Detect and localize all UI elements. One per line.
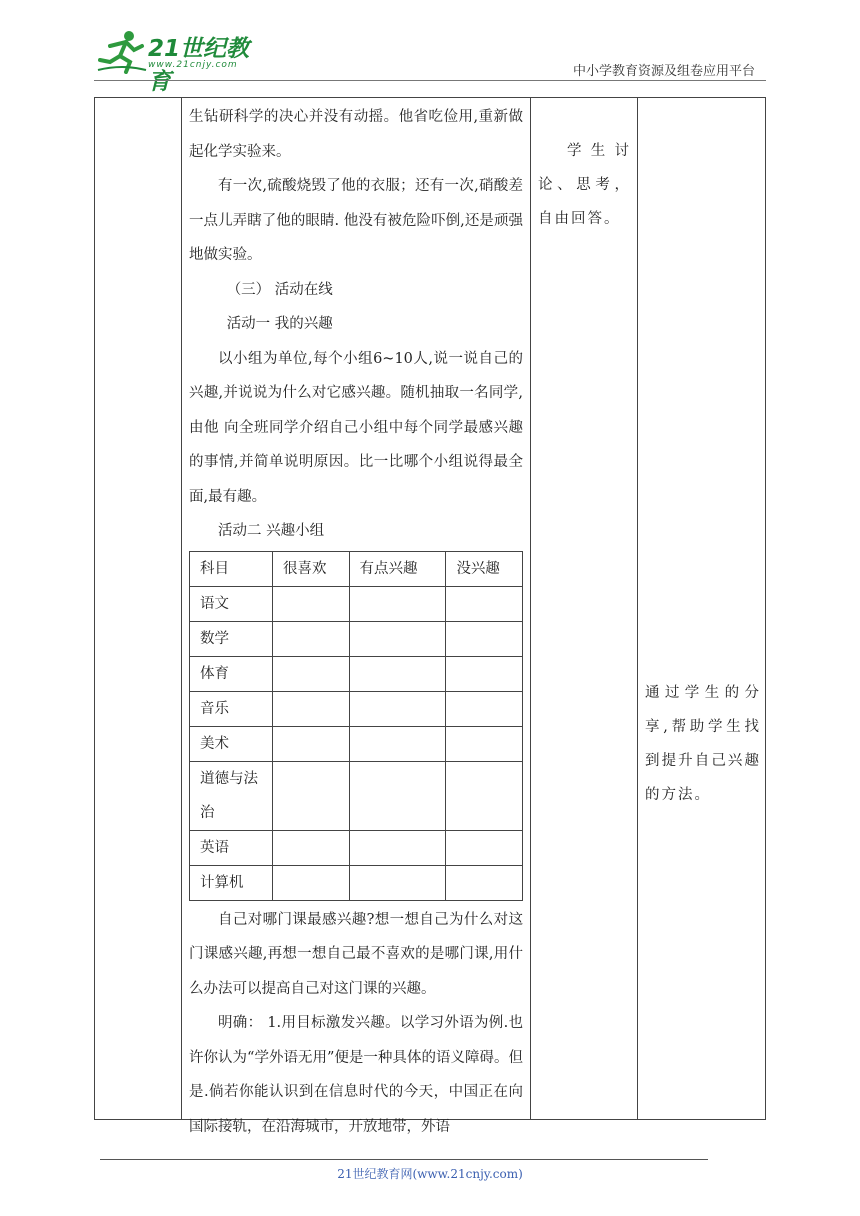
table-header: 有点兴趣	[349, 551, 446, 586]
table-cell	[273, 691, 350, 726]
table-cell	[349, 656, 446, 691]
site-logo[interactable]	[96, 28, 266, 95]
paragraph: 有一次,硫酸烧毁了他的衣服；还有一次,硝酸差一点儿弄瞎了他的眼睛. 他没有被危险吓倒,还是顽强地做实验。	[189, 178, 523, 263]
paragraph: 明确： 1.用目标激发兴趣。以学习外语为例.也许你认为“学外语无用”便是一种具体的语义障碍。但是.倘若你能认识到在信息时代的今天，中国正在向国际接轨，在沿海城市，开放地带，外语	[189, 1015, 523, 1135]
table-header: 科目	[190, 551, 273, 586]
table-cell	[273, 761, 350, 830]
table-cell	[446, 656, 523, 691]
platform-title: 中小学教育资源及组卷应用平台	[572, 64, 755, 79]
footer-link[interactable]: 21世纪教育网(www.21cnjy.com)	[337, 1167, 523, 1181]
design-purpose-text: 通过学生的分享,帮助学生找到提升自己兴趣的方法。	[645, 685, 761, 803]
subject-cell: 音乐	[190, 691, 273, 726]
table-cell	[349, 865, 446, 900]
subject-cell: 计算机	[190, 865, 273, 900]
column-divider	[181, 97, 182, 1120]
table-cell	[273, 726, 350, 761]
table-row	[190, 761, 523, 830]
table-cell	[446, 621, 523, 656]
table-header-row	[190, 551, 523, 586]
paragraph: 生钻研科学的决心并没有动摇。他省吃俭用,重新做起化学实验来。	[189, 109, 523, 160]
footer-divider	[100, 1159, 708, 1160]
student-activity	[538, 134, 631, 236]
design-purpose	[645, 676, 761, 812]
header-divider	[94, 80, 766, 81]
table-cell	[349, 761, 446, 830]
subject-cell: 数学	[190, 621, 273, 656]
table-cell	[349, 726, 446, 761]
table-row	[190, 691, 523, 726]
subject-cell: 体育	[190, 656, 273, 691]
table-row	[190, 621, 523, 656]
subject-cell: 英语	[190, 830, 273, 865]
table-cell	[446, 691, 523, 726]
subject-cell: 道德与法治	[190, 761, 273, 830]
logo-text: 21世纪教育	[148, 36, 250, 95]
logo-url: www.21cnjy.com	[148, 60, 238, 70]
table-cell	[446, 586, 523, 621]
runner-logo-icon	[96, 28, 148, 74]
table-row	[190, 865, 523, 900]
table-cell	[349, 621, 446, 656]
table-row	[190, 830, 523, 865]
subject-cell: 美术	[190, 726, 273, 761]
table-cell	[349, 586, 446, 621]
interest-table	[189, 551, 523, 901]
paragraph: 以小组为单位,每个小组6~10人,说一说自己的兴趣,并说说为什么对它感兴趣。随机抽取一名同学,由他 向全班同学介绍自己小组中每个同学最感兴趣的事情,并简单说明原因。比一比哪个小组说得最全面,最有趣。	[189, 350, 523, 505]
table-cell	[446, 726, 523, 761]
subject-cell: 语文	[190, 586, 273, 621]
table-cell	[273, 865, 350, 900]
table-header: 没兴趣	[446, 551, 523, 586]
column-divider	[637, 97, 638, 1120]
student-activity-text: 学生讨论、思考，自由回答。	[538, 143, 631, 227]
paragraph: 自己对哪门课最感兴趣?想一想自己为什么对这门课感兴趣,再想一想自己最不喜欢的是哪门课,用什么办法可以提高自己对这门课的兴趣。	[189, 911, 523, 997]
table-cell	[273, 656, 350, 691]
table-cell	[446, 830, 523, 865]
table-cell	[273, 586, 350, 621]
table-cell	[349, 830, 446, 865]
activity-title: 活动一 我的兴趣	[226, 316, 333, 332]
table-cell	[446, 761, 523, 830]
table-row	[190, 726, 523, 761]
teaching-content	[189, 100, 523, 1144]
table-header: 很喜欢	[273, 551, 350, 586]
table-cell	[446, 865, 523, 900]
table-cell	[273, 830, 350, 865]
activity-title: 活动二 兴趣小组	[218, 523, 325, 539]
table-row	[190, 656, 523, 691]
table-row	[190, 586, 523, 621]
column-divider	[530, 97, 531, 1120]
page-header	[0, 0, 860, 95]
table-cell	[349, 691, 446, 726]
table-cell	[273, 621, 350, 656]
section-heading: （三） 活动在线	[226, 281, 333, 298]
